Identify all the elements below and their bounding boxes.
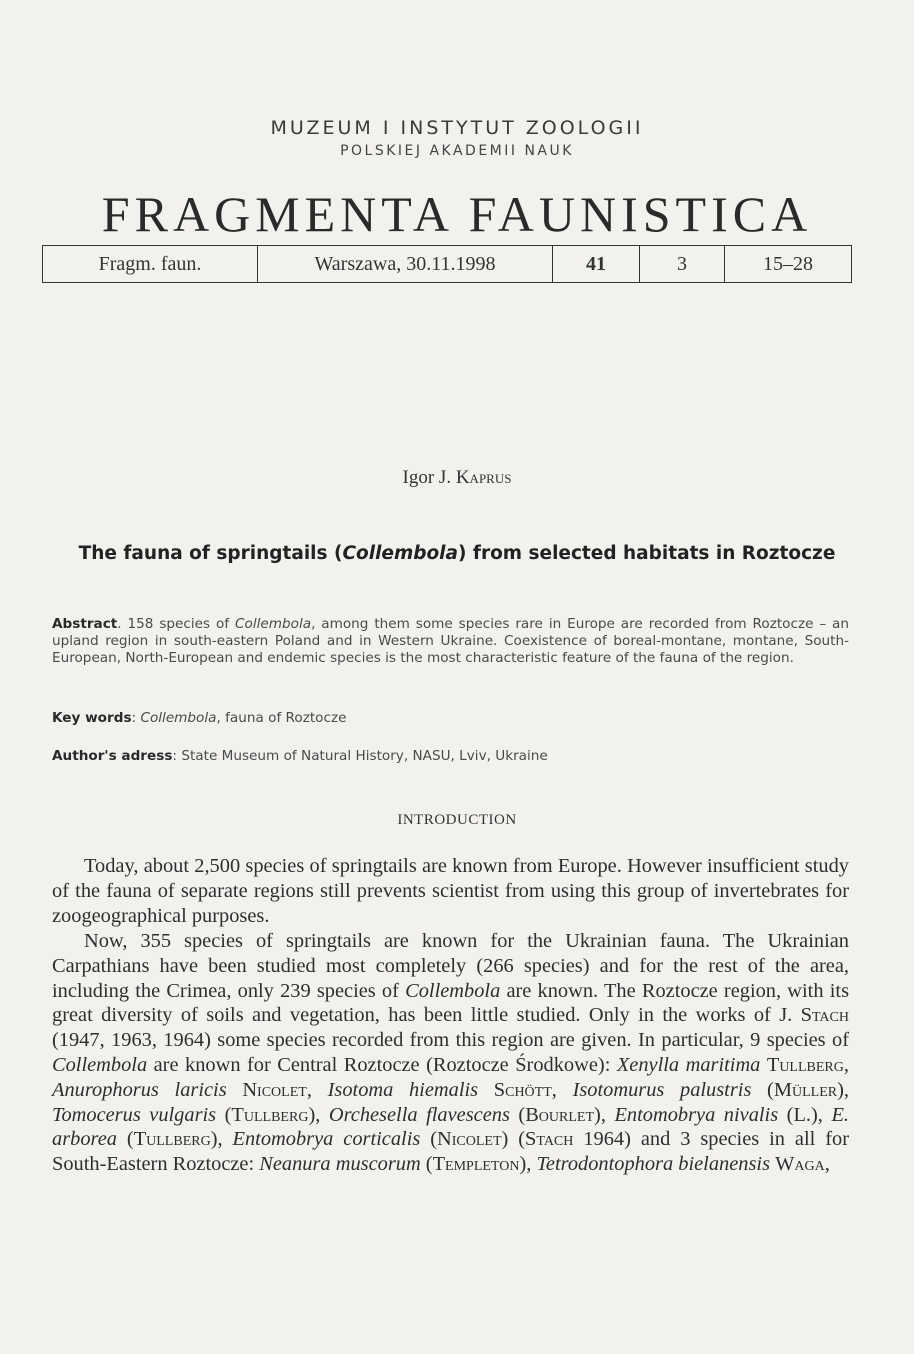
paragraph-text: , bbox=[306, 1078, 328, 1101]
paragraph-1: Today, about 2,500 species of springtails are known from Europe. However insufficient study of the fauna of separate regions still prevents scientist from using this group of invertebrates for zoogeographical purposes. bbox=[52, 855, 849, 927]
paragraph-text bbox=[227, 1079, 243, 1101]
paragraph-2 bbox=[52, 929, 849, 1177]
author-citation: Templeton bbox=[432, 1153, 520, 1176]
author-name bbox=[0, 467, 914, 489]
author-citation: Stach bbox=[800, 1004, 849, 1027]
paragraph-text: are known for Central Roztocze (Roztocze Środkowe): bbox=[147, 1053, 617, 1076]
taxon-name: Neanura muscorum bbox=[259, 1153, 421, 1176]
article-title bbox=[0, 543, 914, 564]
paragraph-text: ( bbox=[116, 1128, 134, 1151]
paragraph-text: ( bbox=[216, 1103, 232, 1126]
abstract bbox=[52, 616, 849, 667]
paragraph-text: ), bbox=[308, 1103, 329, 1126]
paragraph-text: ) ( bbox=[501, 1128, 526, 1151]
title-taxon: Collembola bbox=[342, 543, 459, 564]
paragraph-text: , bbox=[843, 1053, 849, 1076]
paragraph-text: , bbox=[824, 1153, 830, 1176]
section-heading: INTRODUCTION bbox=[397, 812, 517, 828]
abstract-text: . 158 species of bbox=[117, 616, 236, 632]
author-citation: Waga bbox=[775, 1153, 825, 1176]
institution-subname: POLSKIEJ AKADEMII NAUK bbox=[340, 143, 574, 159]
paragraph-text: (1947, 1963, 1964) some species recorded from this region are given. In particular, 9 species of bbox=[52, 1029, 849, 1052]
author-address bbox=[52, 748, 849, 765]
paragraph-text: 1964) and 3 species in all for South-Eastern Roztocze: bbox=[52, 1128, 850, 1176]
paragraph-text: , bbox=[551, 1078, 573, 1101]
taxon-name: Isotomurus palustris bbox=[572, 1078, 752, 1101]
paragraph-text: ), bbox=[210, 1128, 233, 1151]
taxon-name: Tomocerus vulgaris bbox=[52, 1103, 217, 1126]
paragraph-text bbox=[478, 1079, 494, 1101]
taxon-name: Entomobrya corticalis bbox=[232, 1128, 421, 1151]
paragraph-text: (L.), bbox=[778, 1103, 832, 1126]
author-citation: Müller bbox=[773, 1078, 838, 1101]
citation-pages: 15–28 bbox=[725, 246, 852, 283]
taxon-name: Orchesella flavescens bbox=[328, 1103, 510, 1126]
keywords-taxon: Collembola bbox=[140, 710, 217, 726]
author-citation: Tullberg bbox=[133, 1128, 211, 1151]
paragraph-text: ), bbox=[519, 1153, 537, 1176]
title-text: The fauna of springtails ( bbox=[78, 543, 343, 564]
citation-abbrev: Fragm. faun. bbox=[43, 246, 258, 283]
taxon-name: Collembola bbox=[52, 1053, 148, 1076]
author-citation: Nicolet bbox=[242, 1078, 307, 1101]
paragraph-text: ( bbox=[420, 1128, 438, 1151]
abstract-label: Abstract bbox=[52, 616, 118, 632]
taxon-name: Anurophorus laricis bbox=[52, 1078, 227, 1101]
address-label: Author's adress bbox=[52, 748, 173, 764]
citation-place-date: Warszawa, 30.11.1998 bbox=[258, 246, 553, 283]
abstract-text-end: , among them some species rare in Europe are recorded from Roztocze – an upland region in south-eastern Poland and in Western Ukraine. Coexistence of boreal-montane, montane, South-European, North-European and endemic species is the most characteristic feature of the fauna of the region. bbox=[52, 616, 849, 666]
paragraph-text: ), bbox=[594, 1103, 615, 1126]
taxon-name: Collembola bbox=[405, 979, 501, 1002]
institution-name: MUZEUM I INSTYTUT ZOOLOGII bbox=[270, 117, 644, 139]
paragraph-text: are known. The Roztocze region, with its great diversity of soils and vegetation, has been little studied. Only in the works of J. bbox=[52, 979, 850, 1027]
citation-table bbox=[42, 245, 852, 283]
author-citation: Schött bbox=[493, 1078, 552, 1101]
paragraph-text: ( bbox=[751, 1078, 774, 1101]
taxon-name: Tetrodontophora bielanensis bbox=[536, 1153, 771, 1176]
keywords-sep: : bbox=[131, 710, 141, 726]
author-citation: Bourlet bbox=[525, 1103, 595, 1126]
keywords bbox=[52, 710, 849, 727]
abstract-taxon: Collembola bbox=[235, 616, 312, 632]
author-citation: Stach bbox=[525, 1128, 574, 1151]
title-text-end: ) from selected habitats in Roztocze bbox=[458, 543, 836, 564]
address-text: State Museum of Natural History, NASU, Lviv, Ukraine bbox=[181, 748, 548, 764]
keywords-label: Key words bbox=[52, 710, 132, 726]
author-last-name: Kaprus bbox=[455, 467, 512, 488]
citation-volume: 41 bbox=[553, 246, 640, 283]
keywords-text: , fauna of Roztocze bbox=[216, 710, 347, 726]
taxon-name: E. arborea bbox=[52, 1103, 849, 1151]
paragraph-text: ), bbox=[837, 1078, 849, 1101]
address-sep: : bbox=[172, 748, 182, 764]
author-citation: Tullberg bbox=[231, 1103, 309, 1126]
paragraph-text: ( bbox=[509, 1103, 526, 1126]
author-first-name: Igor J. bbox=[402, 467, 456, 488]
author-citation: Tullberg bbox=[766, 1053, 844, 1076]
author-citation: Nicolet bbox=[437, 1128, 502, 1151]
paragraph-text: Now, 355 species of springtails are known for the Ukrainian fauna. The Ukrainian Carpathians have been studied most completely (266 species) and for the rest of the area, including the Crimea, only 239 species of bbox=[52, 930, 849, 1002]
citation-issue: 3 bbox=[640, 246, 725, 283]
taxon-name: Xenylla maritima bbox=[616, 1053, 761, 1076]
journal-title: FRAGMENTA FAUNISTICA bbox=[101, 186, 813, 242]
paragraph-text: ( bbox=[420, 1153, 433, 1176]
taxon-name: Isotoma hiemalis bbox=[327, 1078, 479, 1101]
taxon-name: Entomobrya nivalis bbox=[614, 1103, 779, 1126]
